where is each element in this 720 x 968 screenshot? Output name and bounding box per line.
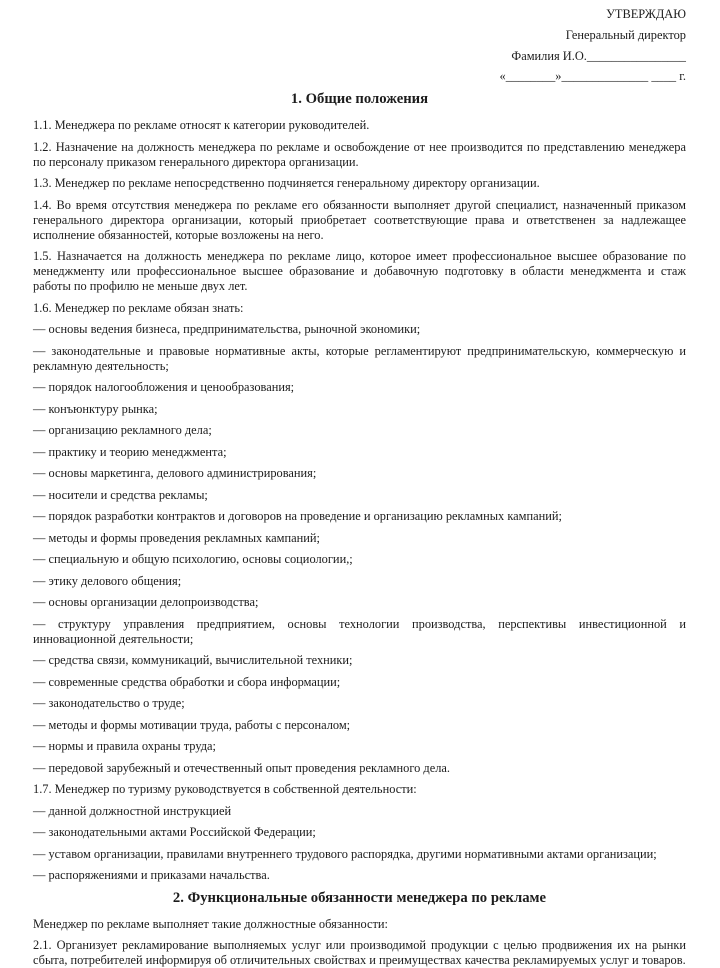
approval-block [33, 4, 686, 87]
list-item: — организацию рекламного дела; [33, 423, 212, 438]
list-item: — порядок разработки контрактов и договоров на проведение и организацию рекламных кампаний; [33, 509, 562, 524]
section-heading: 2. Функциональные обязанности менеджера по рекламе [172, 889, 547, 906]
list-item: — структуру управления предприятием, основы технологии производства, перспективы инвестиционной и инновационной деятельности; [33, 616, 686, 646]
list-item: — порядок налогообложения и ценообразования; [33, 380, 295, 395]
section-heading: 1. Общие положения [290, 91, 429, 108]
paragraph: 2.1. Организует рекламирование выполняемых услуг или производимой продукции с целью продвижения их на рынки сбыта, потребителей информируя об отличительных свойствах и преимуществах качества рекламируемых услуг и товаров. [33, 938, 686, 968]
list-item: — конъюнктуру рынка; [33, 401, 158, 416]
list-item: — современные средства обработки и сбора информации; [33, 674, 341, 689]
paragraph: 1.1. Менеджера по рекламе относят к категории руководителей. [33, 118, 370, 133]
approve-label: УТВЕРЖДАЮ [606, 7, 686, 21]
list-item: — этику делового общения; [33, 573, 182, 588]
list-item: — распоряжениями и приказами начальства. [33, 868, 270, 883]
list-item: — уставом организации, правилами внутреннего трудового распорядка, другими нормативными актами организации; [33, 846, 657, 861]
list-item: — методы и формы проведения рекламных кампаний; [33, 530, 320, 545]
document-body [33, 91, 686, 968]
list-item: — носители и средства рекламы; [33, 487, 208, 502]
paragraph: 1.4. Во время отсутствия менеджера по рекламе его обязанности выполняет другой специалист, назначенный приказом генерального директора организации, который приобретает соответствующие права и ответственен за надлежащее исполнение обязанностей, которые возложены на него. [33, 197, 686, 242]
paragraph: 1.7. Менеджер по туризму руководствуется в собственной деятельности: [33, 782, 417, 797]
paragraph: 1.2. Назначение на должность менеджера по рекламе и освобождение от нее производится по представлению менеджера по персоналу приказом генерального директора организации. [33, 139, 686, 169]
list-item: — средства связи, коммуникаций, вычислительной техники; [33, 653, 353, 668]
paragraph: 1.3. Менеджер по рекламе непосредственно подчиняется генеральному директору организации. [33, 176, 540, 191]
list-item: — нормы и правила охраны труда; [33, 739, 216, 754]
paragraph: Менеджер по рекламе выполняет такие должностные обязанности: [33, 916, 388, 931]
list-item: — передовой зарубежный и отечественный опыт проведения рекламного дела. [33, 760, 450, 775]
list-item: — законодательные и правовые нормативные акты, которые регламентируют предпринимательскую, коммерческую и рекламную деятельность; [33, 343, 686, 373]
director-title-line: Генеральный директор [565, 27, 686, 42]
paragraph: 1.6. Менеджер по рекламе обязан знать: [33, 300, 244, 315]
name-signature-line: Фамилия И.О.________________ [511, 48, 686, 63]
list-item: — методы и формы мотивации труда, работы с персоналом; [33, 717, 351, 732]
list-item: — основы маркетинга, делового администрирования; [33, 466, 317, 481]
date-signature-line: «________»______________ ____ г. [499, 69, 686, 84]
list-item: — специальную и общую психологию, основы социологии,; [33, 552, 353, 567]
list-item: — основы ведения бизнеса, предпринимательства, рыночной экономики; [33, 322, 421, 337]
list-item: — законодательными актами Российской Федерации; [33, 825, 316, 840]
list-item: — практику и теорию менеджмента; [33, 444, 227, 459]
list-item: — данной должностной инструкцией [33, 803, 232, 818]
paragraph: 1.5. Назначается на должность менеджера по рекламе лицо, которое имеет профессиональное высшее образование по менеджменту или профессиональное высшее образование и добавочную подготовку в области менеджмента и стаж работы по профилю не меньше двух лет. [33, 249, 686, 294]
list-item: — законодательство о труде; [33, 696, 185, 711]
list-item: — основы организации делопроизводства; [33, 595, 259, 610]
